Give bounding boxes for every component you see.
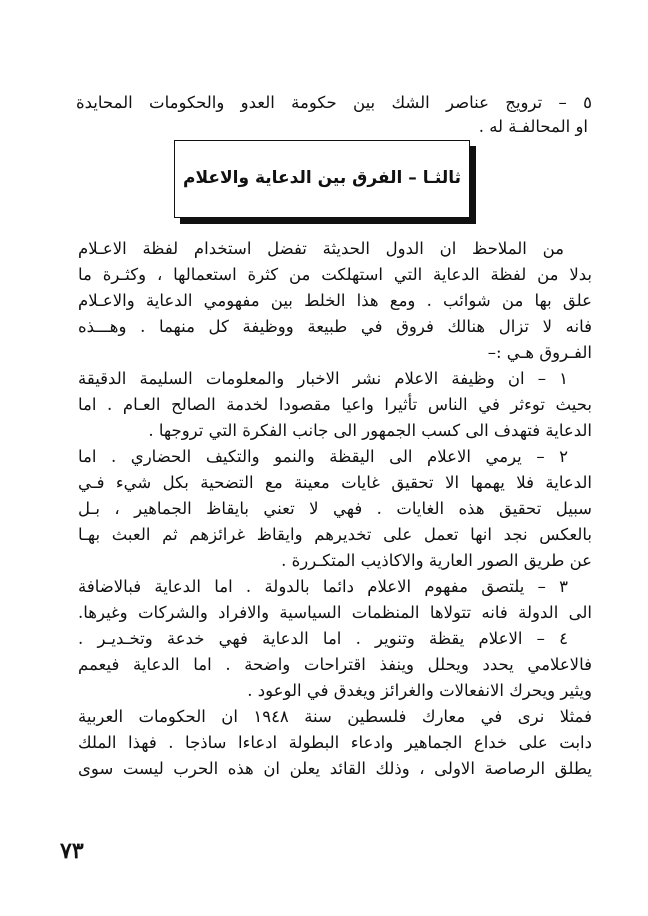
text-line: بالعكس نجد انها تعمل على تخديرهم وايقاظ غرائزهم ثم العبث بهـا — [78, 525, 592, 544]
text-line: او المحالفـة له . — [478, 117, 588, 136]
text-line: من الملاحظ ان الدول الحديثة تفضل استخدام لفظة الاعـلام — [78, 239, 564, 258]
text-line: الى الدولة فانه تتولاها المنظمات السياسية والافراد والشركات وغيرها. — [78, 603, 592, 622]
text-line: الدعاية فتهدف الى كسب الجمهور الى جانب الفكرة التي تروجها . — [148, 421, 592, 440]
page-number: ٧٣ — [60, 838, 84, 864]
text-line: فانه لا تزال هنالك فروق في طبيعة ووظيفة كل منهما . وهـــذه — [78, 317, 592, 336]
text-line: يطلق الرصاصة الاولى ، وذلك القائد يعلن ان هذه الحرب ليست سوى — [78, 759, 592, 778]
section-heading: ثالثـا – الفرق بين الدعاية والاعلام — [183, 168, 461, 188]
text-line: ٥ – ترويج عناصر الشك بين حكومة العدو والحكومات المحايدة — [76, 93, 592, 112]
text-line: الفـروق هـي :– — [487, 343, 592, 362]
text-line: ويثير ويحرك الانفعالات والغرائز ويغدق في الوعود . — [247, 681, 592, 700]
text-line: ١ – ان وظيفة الاعلام نشر الاخبار والمعلومات السليمة الدقيقة — [78, 369, 568, 388]
section-heading-box — [174, 140, 470, 218]
text-line: فمثلا نرى في معارك فلسطين سنة ١٩٤٨ ان الحكومات العربية — [78, 707, 592, 726]
text-line: بحيث توءثر في الناس تأثيرا واعيا مقصودا لخدمة الصالح العـام . اما — [78, 395, 592, 414]
text-line: فالاعلامي يحدد ويحلل وينفذ اقتراحات واضحة . اما الدعاية فيعمم — [78, 655, 592, 674]
text-line: بدلا من لفظة الدعاية التي استهلكت من كثرة استعمالها ، وكثـرة ما — [78, 265, 592, 284]
text-line: ٢ – يرمي الاعلام الى اليقظة والنمو والتكيف الحضاري . اما — [78, 447, 568, 466]
text-line: عن طريق الصور العارية والاكاذيب المتكـررة . — [281, 551, 592, 570]
text-line: دابت على خداع الجماهير وادعاء البطولة ادعاءا ساذجا . فهذا الملك — [78, 733, 592, 752]
text-line: الدعاية فلا يهمها الا تحقيق غايات معينة مع التضحية بكل شيء فـي — [78, 473, 592, 492]
text-line: علق بها من شوائب . ومع هذا الخلط بين مفهومي الدعاية والاعـلام — [78, 291, 592, 310]
text-line: سبيل تحقيق هذه الغايات . فهي لا تعني بايقاظ الجماهير ، بـل — [78, 499, 592, 518]
text-line: ٣ – يلتصق مفهوم الاعلام دائما بالدولة . اما الدعاية فبالاضافة — [78, 577, 568, 596]
text-line: ٤ – الاعلام يقظة وتنوير . اما الدعاية فهي خدعة وتخـديـر . — [78, 629, 568, 648]
